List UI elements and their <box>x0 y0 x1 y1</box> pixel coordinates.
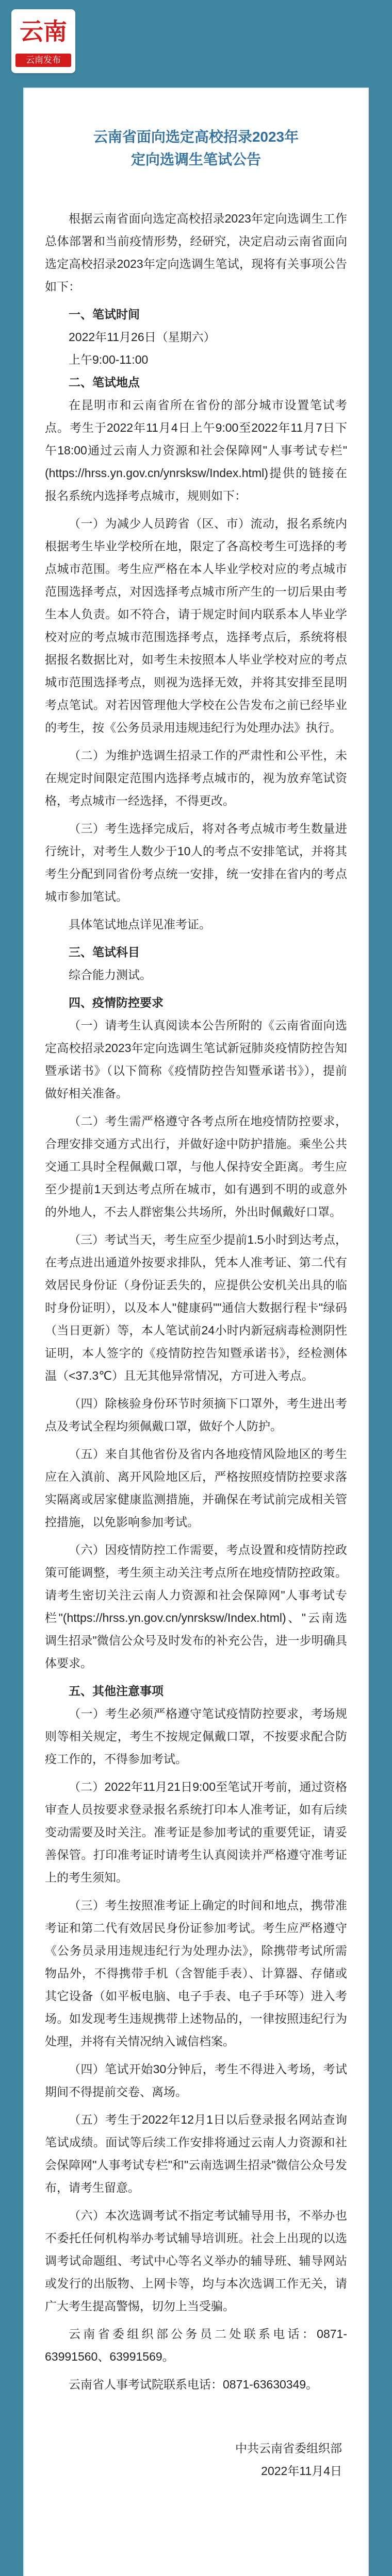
intro-paragraph: 根据云南省面向选定高校招录2023年定向选调生工作总体部署和当前疫情形势，经研究，决定启动云南省面向选定高校招录2023年定向选调生笔试，现将有关事项公告如下： <box>45 212 347 293</box>
location-paragraph-1: 在昆明市和云南省所在省份的部分城市设置笔试考点。考生于2022年11月4日上午9:00至2022年11月7日下午18:00通过云南人力资源和社会保障网"人事考试专栏"(https://hrss.yn.gov.cn/ynrsksw/Index.html)提供的链接在报名系统内选择考点城市，规则如下： <box>45 398 347 502</box>
contact-organization-department: 云南省委组织部公务员二处联系电话：0871-63991560、63991569。 <box>45 2327 347 2363</box>
location-paragraph-2: （一）为减少人员跨省（区、市）流动，报名系统内根据考生毕业学校所在地，限定了各高校考生可选择的考点城市范围。考生应严格在本人毕业学校对应的考点城市范围选择考点，对因选择考点城市所产生的一切后果由考生本人负责。如不符合，请于规定时间内联系本人毕业学校对应的考点城市范围选择考点，选择考点后，系统将根据报名数据比对，如考生未按照本人毕业学校对应的考点城市范围选择考点，则视为选择无效，并将其安排至昆明考点笔试。对若因管理他大学校在公告发布之前已经毕业的考生，按《公务员录用违规违纪行为处理办法》执行。 <box>45 517 347 734</box>
article-card <box>23 88 369 2576</box>
brand-logo-caption: 云南发布 <box>15 54 71 67</box>
notes-paragraph-4: （四）笔试开始30分钟后，考生不得进入考场，考试期间不得提前交卷、离场。 <box>45 2062 347 2098</box>
top-banner <box>0 0 392 82</box>
notes-paragraph-2: （二）2022年11月21日9:00至笔试开考前，通过资格审查人员按要求登录报名系统打印本人准考证，如有后续变动需要及时关注。准考证是参加考试的重要凭证，请妥善保管。打印准考证时请考生认真阅读并严格遵守准考证上的考生须知。 <box>45 1780 347 1884</box>
section-heading-time: 一、笔试时间 <box>69 308 140 321</box>
issue-date: 2022年11月4日 <box>261 2464 342 2478</box>
article-title <box>45 126 347 171</box>
epidemic-paragraph-2: （二）考生需严格遵守各考点所在地疫情防控要求，合理安排交通方式出行，并做好途中防护措施。乘坐公共交通工具时全程佩戴口罩，与他人保持安全距离。考生应至少提前1天到达考点所在城市，如有遇到不明的或意外的外地人，不去人群密集公共场所，外出时佩戴好口罩。 <box>45 1114 347 1218</box>
exam-date: 2022年11月26日（星期六） <box>69 330 216 344</box>
epidemic-paragraph-5: （五）来自其他省份及省内各地疫情风险地区的考生应在入滇前、离开风险地区后，严格按照疫情防控要求落实隔离或居家健康监测措施，并确保在考试前完成相关管控措施，以免影响参加考试。 <box>45 1447 347 1529</box>
notes-paragraph-5: （五）考生于2022年12月1日以后登录报名网站查询笔试成绩。面试等后续工作安排将通过云南人力资源和社会保障网"人事考试专栏"和"云南选调生招录"微信公众号发布，请考生留意。 <box>45 2113 347 2194</box>
epidemic-paragraph-6: （六）因疫情防控工作需要，考点设置和疫情防控政策可能调整，考生须主动关注考点所在地疫情防控政策。请考生密切关注云南人力资源和社会保障网"人事考试专栏"(https://hrss.yn.gov.cn/ynrsksw/Index.html)、"云南选调生招录"微信公众号及时发布的补充公告，进一步明确具体要求。 <box>45 1543 347 1670</box>
location-paragraph-3: （二）为维护选调生招录工作的严肃性和公平性，未在规定时间限定范围内选择考点城市的，视为放弃笔试资格，考点城市一经选择，不得更改。 <box>45 749 347 807</box>
section-heading-epidemic: 四、疫情防控要求 <box>69 996 164 1009</box>
location-paragraph-4: （三）考生选择完成后，将对各考点城市考生数量进行统计，对考生人数少于10人的考点不安排笔试，并将其考生分配到同省份考点统一安排，统一安排在省内的考点城市参加笔试。 <box>45 822 347 903</box>
contact-exam-institute: 云南省人事考试院联系电话：0871-63630349。 <box>69 2378 318 2391</box>
notes-paragraph-1: （一）考生必须严格遵守笔试疫情防控要求，考场规则等相关规定，考生不按规定佩戴口罩，不按要求配合防疫工作的，不得参加考试。 <box>45 1707 347 1766</box>
issuer-name: 中共云南省委组织部 <box>235 2442 342 2455</box>
epidemic-paragraph-4: （四）除核验身份环节时须摘下口罩外，考生进出考点及考试全程均须佩戴口罩，做好个人防护。 <box>45 1397 347 1433</box>
section-heading-notes: 五、其他注意事项 <box>69 1684 164 1698</box>
brand-logo <box>11 9 75 73</box>
section-heading-location: 二、笔试地点 <box>69 376 140 389</box>
brand-logo-mark: 云南 <box>20 18 67 45</box>
article-title-line-2: 定向选调生笔试公告 <box>130 151 261 167</box>
article-title-line-1: 云南省面向选定高校招录2023年 <box>93 129 299 145</box>
notes-paragraph-3: （三）考生按照准考证上确定的时间和地点，携带准考证和第二代有效居民身份证参加考试。考生应严格遵守《公务员录用违规违纪行为处理办法》，除携带考试所需物品外，不得携带手机（含智能手表）、计算器、存储或其它设备（如平板电脑、电子手表、电子手环等）进入考场。如发现考生违规携带上述物品的，一律按照违纪行为处理，并将有关情况纳入诚信档案。 <box>45 1899 347 2048</box>
notes-paragraph-6: （六）本次选调考试不指定考试辅导用书，不举办也不委托任何机构举办考试辅导培训班。社会上出现的以选调考试命题组、考试中心等名义举办的辅导班、辅导网站或发行的出版物、上网卡等，均与本次选调工作无关，请广大考生提高警惕，切勿上当受骗。 <box>45 2209 347 2313</box>
section-heading-subject: 三、笔试科目 <box>69 945 140 959</box>
location-paragraph-5: 具体笔试地点详见准考证。 <box>69 918 211 931</box>
exam-hours: 上午9:00-11:00 <box>69 353 149 366</box>
subject-paragraph: 综合能力测试。 <box>69 968 152 981</box>
signature-block <box>45 2437 347 2482</box>
epidemic-paragraph-3: （三）考试当天，考生应至少提前1.5小时到达考点，在考点进出通道外按要求排队，凭本人准考证、第二代有效居民身份证（身份证丢失的，应提供公安机关出具的临时身份证明），以及本人"健康码""通信大数据行程卡"绿码（当日更新）等，本人笔试前24小时内新冠病毒检测阴性证明，本人签字的《疫情防控告知暨承诺书》，经检测体温（<37.3℃）且无其他异常情况，方可进入考点。 <box>45 1233 347 1382</box>
epidemic-paragraph-1: （一）请考生认真阅读本公告所附的《云南省面向选定高校招录2023年定向选调生笔试新冠肺炎疫情防控告知暨承诺书》（以下简称《疫情防控告知暨承诺书》），提前做好相关准备。 <box>45 1019 347 1100</box>
